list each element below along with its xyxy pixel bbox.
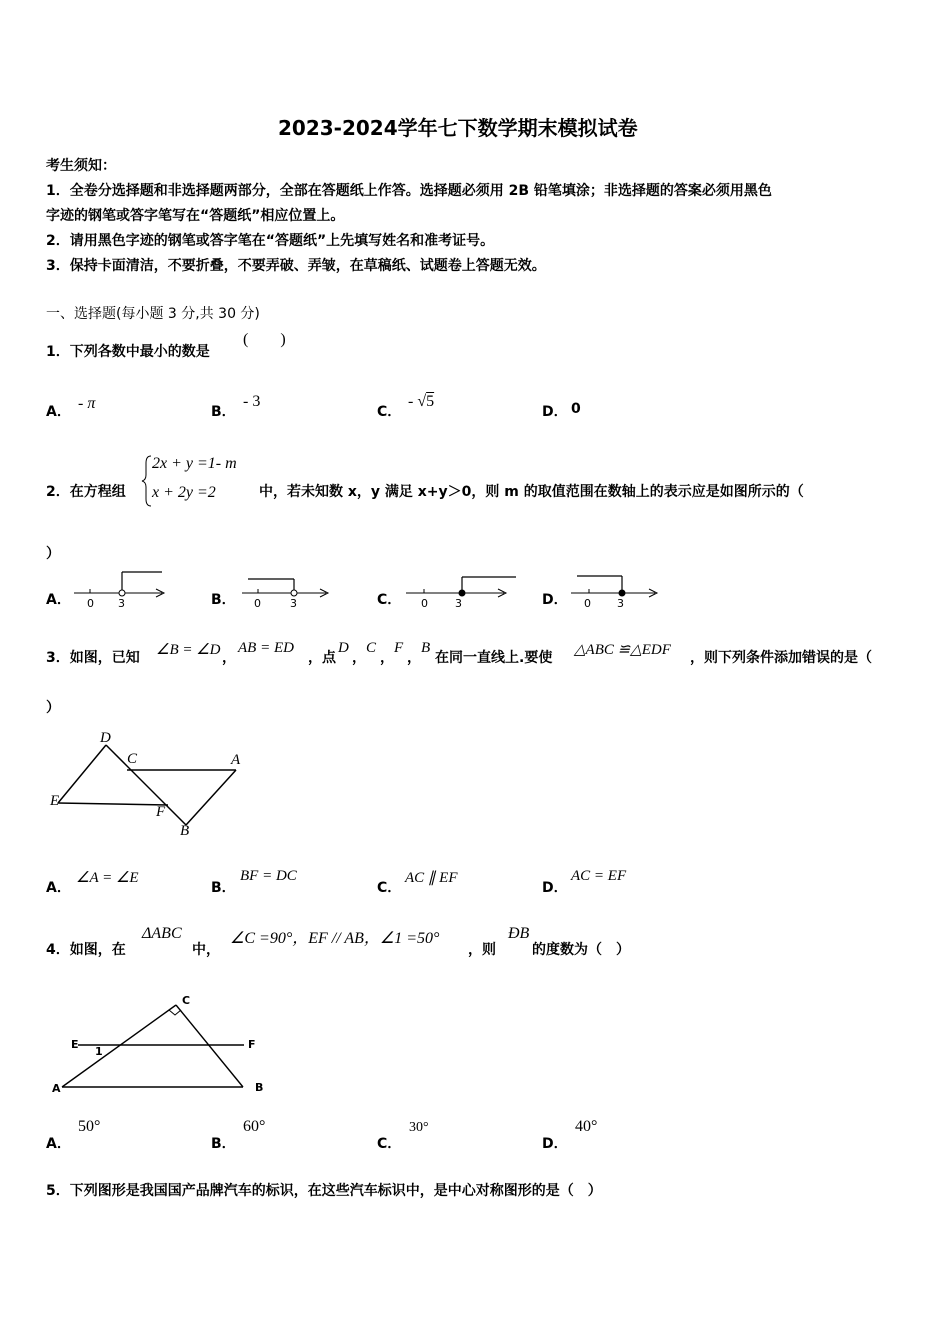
q2-b-tick-3: 3 (290, 597, 297, 610)
q3-math-angles: ∠B = ∠D (156, 642, 221, 658)
q3-comma-2: ， (380, 650, 394, 666)
q1-label-b: B． (211, 404, 236, 420)
q4-stem-part-3: ，则 (468, 942, 496, 958)
q1-label-a: A． (46, 404, 71, 420)
notice-line-2: 2．请用黑色字迹的钢笔或答字笔在“答题纸”上先填写姓名和准考证号。 (46, 233, 495, 249)
q3-figure-label-d: D (100, 730, 111, 746)
q1-label-c: C． (377, 404, 402, 420)
sqrt-icon: √ (417, 393, 427, 410)
q3-math-sides: AB = ED (238, 640, 294, 656)
q2-a-tick-0: 0 (87, 597, 94, 610)
q3-math-congruence: △ABC ≌△EDF (574, 642, 671, 658)
notice-line-1b: 字迹的钢笔或答字笔写在“答题纸”相应位置上。 (46, 208, 345, 224)
q4-option-b: 60° (243, 1118, 266, 1135)
q2-c-tick-0: 0 (421, 597, 428, 610)
q3-label-b: B． (211, 880, 236, 896)
q2-equation-1: 2x + y =1- m (152, 455, 237, 472)
q4-math-conditions: ∠C =90°，EF // AB，∠1 =50° (230, 930, 440, 947)
q4-figure (52, 990, 267, 1095)
q3-stem-part-4: ，则下列条件添加错误的是（ (690, 650, 872, 666)
q3-label-c: C． (377, 880, 402, 896)
q2-stem-b: 中，若未知数 x，y 满足 x+y＞0，则 m 的取值范围在数轴上的表示应是如图所示的（ (259, 484, 804, 500)
q2-c-tick-3: 3 (455, 597, 462, 610)
q3-point-f: F (394, 640, 404, 656)
q3-comma-3: ， (407, 650, 421, 666)
q4-math-angle-b: ÐB (508, 925, 530, 942)
q4-figure-label-f: F (248, 1038, 256, 1051)
q2-label-a: A． (46, 592, 71, 608)
q1-option-a: - π (78, 395, 96, 412)
q3-option-a: ∠A = ∠E (76, 870, 139, 886)
q3-figure-label-f: F (156, 804, 166, 820)
section-heading: 一、选择题(每小题 3 分,共 30 分) (46, 306, 260, 322)
q4-label-d: D． (542, 1136, 568, 1152)
q4-option-a: 50° (78, 1118, 101, 1135)
notice-line-1a: 1．全卷分选择题和非选择题两部分，全部在答题纸上作答。选择题必须用 2B 铅笔填涂；非选择题的答案必须用黑色 (46, 183, 772, 199)
q1-option-c (408, 393, 434, 411)
q1-option-b: - 3 (243, 393, 261, 410)
q4-figure-label-1: 1 (95, 1045, 103, 1058)
q4-label-c: C． (377, 1136, 402, 1152)
q2-system-brace (142, 455, 152, 507)
q3-stem-part-1: 3．如图，已知 (46, 650, 140, 666)
q3-point-b: B (421, 640, 431, 656)
q3-point-c: C (366, 640, 377, 656)
notice-line-3: 3．保持卡面清洁，不要折叠，不要弄破、弄皱，在草稿纸、试题卷上答题无效。 (46, 258, 546, 274)
q3-stem-part-3: 在同一直线上.要使 (435, 650, 553, 666)
q3-figure-label-a: A (231, 752, 241, 768)
q2-d-tick-0: 0 (584, 597, 591, 610)
q1-stem: 1．下列各数中最小的数是 (46, 344, 210, 360)
q2-d-tick-3: 3 (617, 597, 624, 610)
q3-comma-1: ， (352, 650, 366, 666)
q2-b-tick-0: 0 (254, 597, 261, 610)
q3-point-d: D (338, 640, 349, 656)
q4-figure-label-a: A (52, 1082, 61, 1095)
q3-figure (46, 728, 256, 843)
q1-option-c-radicand: 5 (426, 393, 435, 410)
q4-math-triangle: ΔABC (142, 925, 182, 942)
q4-figure-label-c: C (182, 994, 191, 1007)
q5-stem: 5．下列图形是我国国产品牌汽车的标识，在这些汽车标识中，是中心对称图形的是（ ） (46, 1183, 602, 1199)
q2-close-paren: ） (46, 546, 60, 562)
q1-paren: ( ) (243, 331, 286, 348)
q3-option-c: AC ∥ EF (405, 870, 458, 886)
notice-heading: 考生须知： (46, 158, 116, 174)
q2-stem-a: 2．在方程组 (46, 484, 126, 500)
q2-label-c: C． (377, 592, 402, 608)
q4-figure-label-e: E (71, 1038, 79, 1051)
q4-figure-label-b: B (255, 1081, 264, 1094)
q4-option-d: 40° (575, 1118, 598, 1135)
q3-option-b: BF = DC (240, 868, 297, 884)
q3-option-d: AC = EF (571, 868, 627, 884)
q2-label-b: B． (211, 592, 236, 608)
q4-label-a: A． (46, 1136, 71, 1152)
q4-stem-part-4: 的度数为（ ） (532, 942, 630, 958)
q1-option-c-sign: - (408, 393, 418, 410)
q3-stem-part-2: ，点 (308, 650, 336, 666)
q2-a-tick-3: 3 (118, 597, 125, 610)
page-title: 2023-2024学年七下数学期末模拟试卷 (278, 116, 638, 140)
q2-label-d: D． (542, 592, 568, 608)
q3-figure-label-e: E (50, 793, 60, 809)
q3-label-a: A． (46, 880, 71, 896)
q4-stem-part-1: 4．如图，在 (46, 942, 126, 958)
q3-close-paren: ） (46, 700, 60, 716)
q3-figure-label-c: C (127, 751, 138, 767)
q3-label-d: D． (542, 880, 568, 896)
q3-figure-label-b: B (180, 823, 190, 839)
q4-stem-part-2: 中， (192, 942, 220, 958)
q4-label-b: B． (211, 1136, 236, 1152)
q4-option-c: 30° (409, 1120, 429, 1135)
q2-equation-2: x + 2y =2 (152, 484, 216, 501)
q1-option-d: 0 (571, 401, 581, 417)
q3-sep-1: ， (222, 650, 236, 666)
q1-label-d: D． (542, 404, 568, 420)
